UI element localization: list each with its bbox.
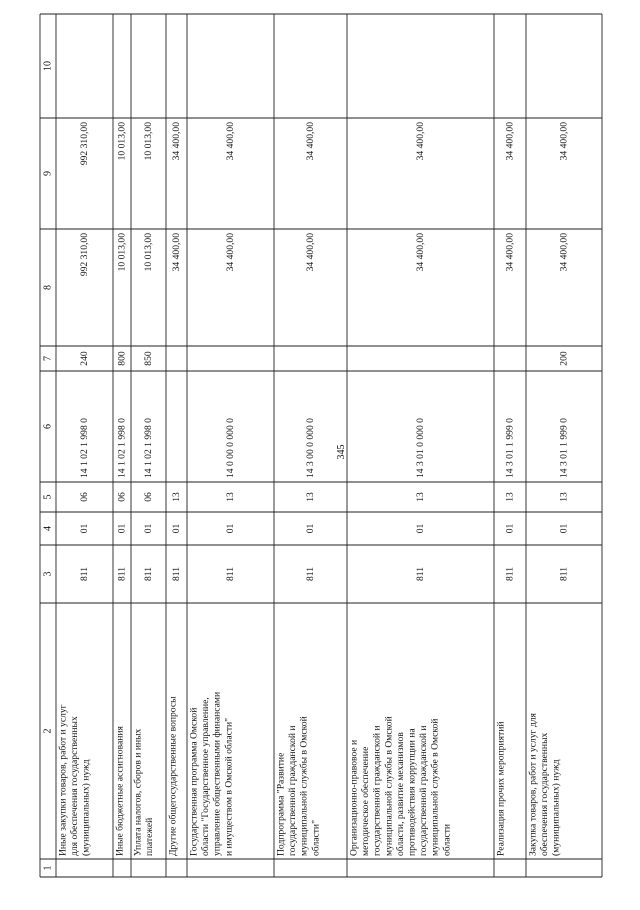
cell-section: 01 xyxy=(143,523,154,534)
cell-grbs: 811 xyxy=(171,566,182,582)
cell-subsection: 13 xyxy=(225,492,236,502)
cell-subsection: 13 xyxy=(415,492,426,502)
row-name-line: государственной гражданской и xyxy=(418,725,430,856)
cell-target-article: 14 3 00 0 000 0 xyxy=(305,418,316,478)
cell-expense-type: 200 xyxy=(558,351,570,366)
cell-subsection: 13 xyxy=(171,492,182,502)
cell-amount-2: 10 013,00 xyxy=(116,122,128,161)
row-name-line: (муниципальных) нужд xyxy=(80,759,92,856)
column-header-5: 5 xyxy=(42,494,54,500)
row-name-line: Закупка товаров, работ и услуг для xyxy=(527,713,539,856)
cell-amount-2: 34 400,00 xyxy=(225,122,236,161)
row-name-line: области, развитие механизмов xyxy=(394,732,406,856)
cell-expense-type: 240 xyxy=(79,351,90,366)
row-name-line: Иные закупки товаров, работ и услуг xyxy=(57,704,69,856)
row-name-line: обеспечения государственных xyxy=(539,732,551,856)
row-name-line: противодействия коррупции на xyxy=(406,728,418,856)
row-name-line: и имуществом в Омской области" xyxy=(223,717,235,856)
row-name-line: муниципальной службы в Омской xyxy=(383,716,395,856)
row-name-line: для обеспечения государственных xyxy=(69,716,81,856)
column-header-7: 7 xyxy=(42,356,54,361)
row-name-line: платежей xyxy=(144,817,156,856)
cell-amount-1: 10 013,00 xyxy=(116,233,128,272)
cell-amount-1: 34 400,00 xyxy=(415,233,426,272)
row-name-line: области "Государственное управление, xyxy=(200,697,212,856)
cell-amount-2: 34 400,00 xyxy=(305,122,316,161)
cell-amount-2: 992 310,00 xyxy=(79,122,90,166)
cell-grbs: 811 xyxy=(415,566,426,582)
cell-amount-1: 34 400,00 xyxy=(225,233,236,272)
row-name-line: Государственная программа Омской xyxy=(188,707,200,856)
row-name-line: муниципальной службе в Омской xyxy=(429,718,441,856)
row-name-line: (муниципальных) нужд xyxy=(550,759,562,856)
cell-amount-1: 992 310,00 xyxy=(79,233,90,277)
column-header-9: 9 xyxy=(42,171,54,176)
cell-grbs: 811 xyxy=(504,566,516,582)
cell-target-article: 14 1 02 1 998 0 xyxy=(116,418,128,478)
cell-section: 01 xyxy=(116,523,128,534)
cell-expense-type: 800 xyxy=(116,351,128,366)
row-name-line: государственной гражданской и xyxy=(287,725,299,856)
row-name-line: управление общественными финансами xyxy=(211,691,223,856)
cell-expense-type: 850 xyxy=(143,351,154,366)
cell-section: 01 xyxy=(558,523,570,534)
row-name-line: муниципальной службы в Омской xyxy=(298,716,310,856)
row-name-line: области" xyxy=(310,820,322,856)
row-name-line: Уплата налогов, сборов и иных xyxy=(132,728,144,856)
column-header-4: 4 xyxy=(42,526,54,531)
column-header-3: 3 xyxy=(42,571,54,577)
cell-grbs: 811 xyxy=(116,566,128,582)
cell-target-article: 14 0 00 0 000 0 xyxy=(225,418,236,478)
cell-subsection: 13 xyxy=(504,492,516,502)
column-header-1: 1 xyxy=(42,865,54,871)
cell-target-article: 14 3 01 1 999 0 xyxy=(558,418,570,478)
cell-amount-1: 34 400,00 xyxy=(305,233,316,272)
cell-grbs: 811 xyxy=(558,566,570,582)
cell-amount-1: 34 400,00 xyxy=(558,233,570,272)
row-name-line: области xyxy=(441,823,453,856)
cell-section: 01 xyxy=(225,523,236,534)
column-header-10: 10 xyxy=(42,61,54,71)
cell-section: 01 xyxy=(415,523,426,534)
cell-grbs: 811 xyxy=(305,566,316,582)
column-header-6: 6 xyxy=(42,424,54,429)
column-header-8: 8 xyxy=(42,285,54,290)
cell-grbs: 811 xyxy=(143,566,154,582)
cell-amount-1: 34 400,00 xyxy=(504,233,516,272)
cell-amount-2: 34 400,00 xyxy=(504,122,516,161)
cell-section: 01 xyxy=(504,523,516,534)
cell-grbs: 811 xyxy=(79,566,90,582)
cell-section: 01 xyxy=(171,523,182,534)
row-name-line: государственной гражданской и xyxy=(371,725,383,856)
cell-target-article: 14 1 02 1 998 0 xyxy=(143,418,154,478)
cell-amount-1: 10 013,00 xyxy=(143,233,154,272)
cell-grbs: 811 xyxy=(225,566,236,582)
cell-subsection: 06 xyxy=(116,492,128,502)
row-name-line: методическое обеспечение xyxy=(360,746,372,856)
cell-section: 01 xyxy=(79,523,90,534)
budget-table xyxy=(40,14,602,877)
cell-amount-1: 34 400,00 xyxy=(171,233,182,272)
cell-target-article: 14 1 02 1 998 0 xyxy=(79,418,90,478)
cell-amount-2: 34 400,00 xyxy=(171,122,182,161)
page-number: 345 xyxy=(336,444,347,460)
cell-amount-2: 34 400,00 xyxy=(558,122,570,161)
cell-target-article: 14 3 01 0 000 0 xyxy=(415,418,426,478)
row-name-line: Подпрограмма "Развитие xyxy=(275,752,287,856)
cell-target-article: 14 3 01 1 999 0 xyxy=(504,418,516,478)
cell-amount-2: 10 013,00 xyxy=(143,122,154,161)
cell-section: 01 xyxy=(305,523,316,534)
row-name-line: Организационно-правовое и xyxy=(348,739,360,856)
cell-subsection: 13 xyxy=(305,492,316,502)
cell-subsection: 06 xyxy=(79,492,90,502)
cell-subsection: 13 xyxy=(558,492,570,502)
cell-subsection: 06 xyxy=(143,492,154,502)
row-name-line: Другие общегосударственные вопросы xyxy=(167,696,179,856)
cell-amount-2: 34 400,00 xyxy=(415,122,426,161)
row-name-line: Реализация прочих мероприятий xyxy=(495,721,507,856)
column-header-2: 2 xyxy=(42,728,54,734)
row-name-line: Иные бюджетные ассигнования xyxy=(114,726,126,856)
